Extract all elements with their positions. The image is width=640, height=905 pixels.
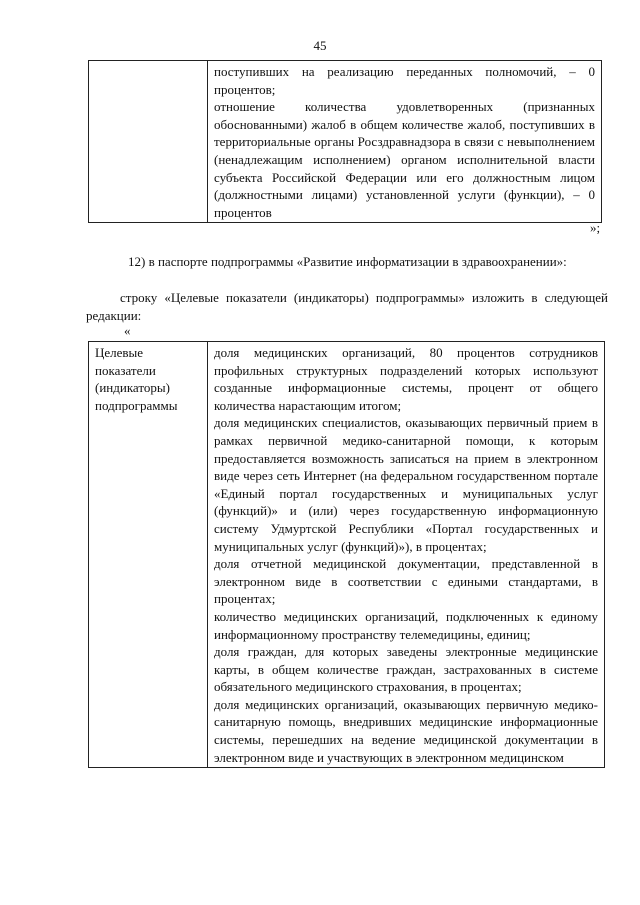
amendment-paragraph-12: 12) в паспорте подпрограммы «Развитие информатизации в здравоохранении»: <box>128 254 567 269</box>
empty-label-cell <box>89 61 208 223</box>
indicator-paragraph: отношение количества удовлетворенных (признанных обоснованными) жалоб в общем количестве жалоб, поступивших в территориальные органы Росздравнадзора в связи с невыполнением (ненадлежащим исполнением) органом исполнительной власти субъекта Российской Федерации или его должностным лицом (должностными лицами) установленной услуги (функции), – 0 процентов <box>214 99 595 220</box>
indicator-paragraph: доля медицинских специалистов, оказывающих первичный прием в рамках первичной медико-санитарной помощи, к которым предоставляется возможность записаться на прием в электронном виде через сеть Интернет (на федеральном государственном портале «Единый портал государственных и муниципальных услуг (функций)» и (или) через государственную информационную систему Удмуртской Республики «Портал государственных и муниципальных услуг (функций)»), в процентах; <box>214 415 598 554</box>
continued-indicators-table <box>88 60 602 223</box>
indicator-paragraph: доля медицинских организаций, оказывающих первичную медико-санитарную помощь, внедривших медицинские информационные системы, перешедших на ведение медицинской документации в электронном виде и участвующих в электронном медицинском <box>214 696 598 765</box>
indicator-paragraph: доля граждан, для которых заведены электронные медицинские карты, в общем количестве граждан, застрахованных в системе обязательного медицинского страхования, в процентах; <box>214 644 598 695</box>
row-label-line: показатели <box>95 362 156 378</box>
table-row <box>89 61 602 223</box>
indicator-paragraph: количество медицинских организаций, подключенных к единому информационному пространству телемедицины, единиц; <box>214 608 598 642</box>
row-label-line: Целевые <box>95 345 144 360</box>
indicator-paragraph: поступивших на реализацию переданных полномочий, – 0 процентов; <box>214 64 595 97</box>
table-row <box>89 342 605 768</box>
indicator-paragraph: доля отчетной медицинской документации, представленной в электронном виде в соответствии с едиными стандартами, в процентах; <box>214 556 598 607</box>
indicators-text-cell <box>208 342 605 768</box>
target-indicators-table <box>88 341 605 768</box>
row-label-cell <box>89 342 208 768</box>
indicators-text-cell <box>208 61 602 223</box>
row-label-line: подпрограммы <box>95 397 178 413</box>
page-number: 45 <box>313 38 327 53</box>
indicator-paragraph: доля медицинских организаций, 80 процентов сотрудников профильных структурных подразделений которых используют созданные информационные системы, процент от общего количества нарастающим итогом; <box>214 345 598 413</box>
opening-quote: « <box>124 323 131 338</box>
closing-quote: »; <box>590 220 601 235</box>
amendment-instruction: строку «Целевые показатели (индикаторы) подпрограммы» изложить в следующей редакции: <box>86 290 608 323</box>
row-label-line: (индикаторы) <box>95 380 170 396</box>
